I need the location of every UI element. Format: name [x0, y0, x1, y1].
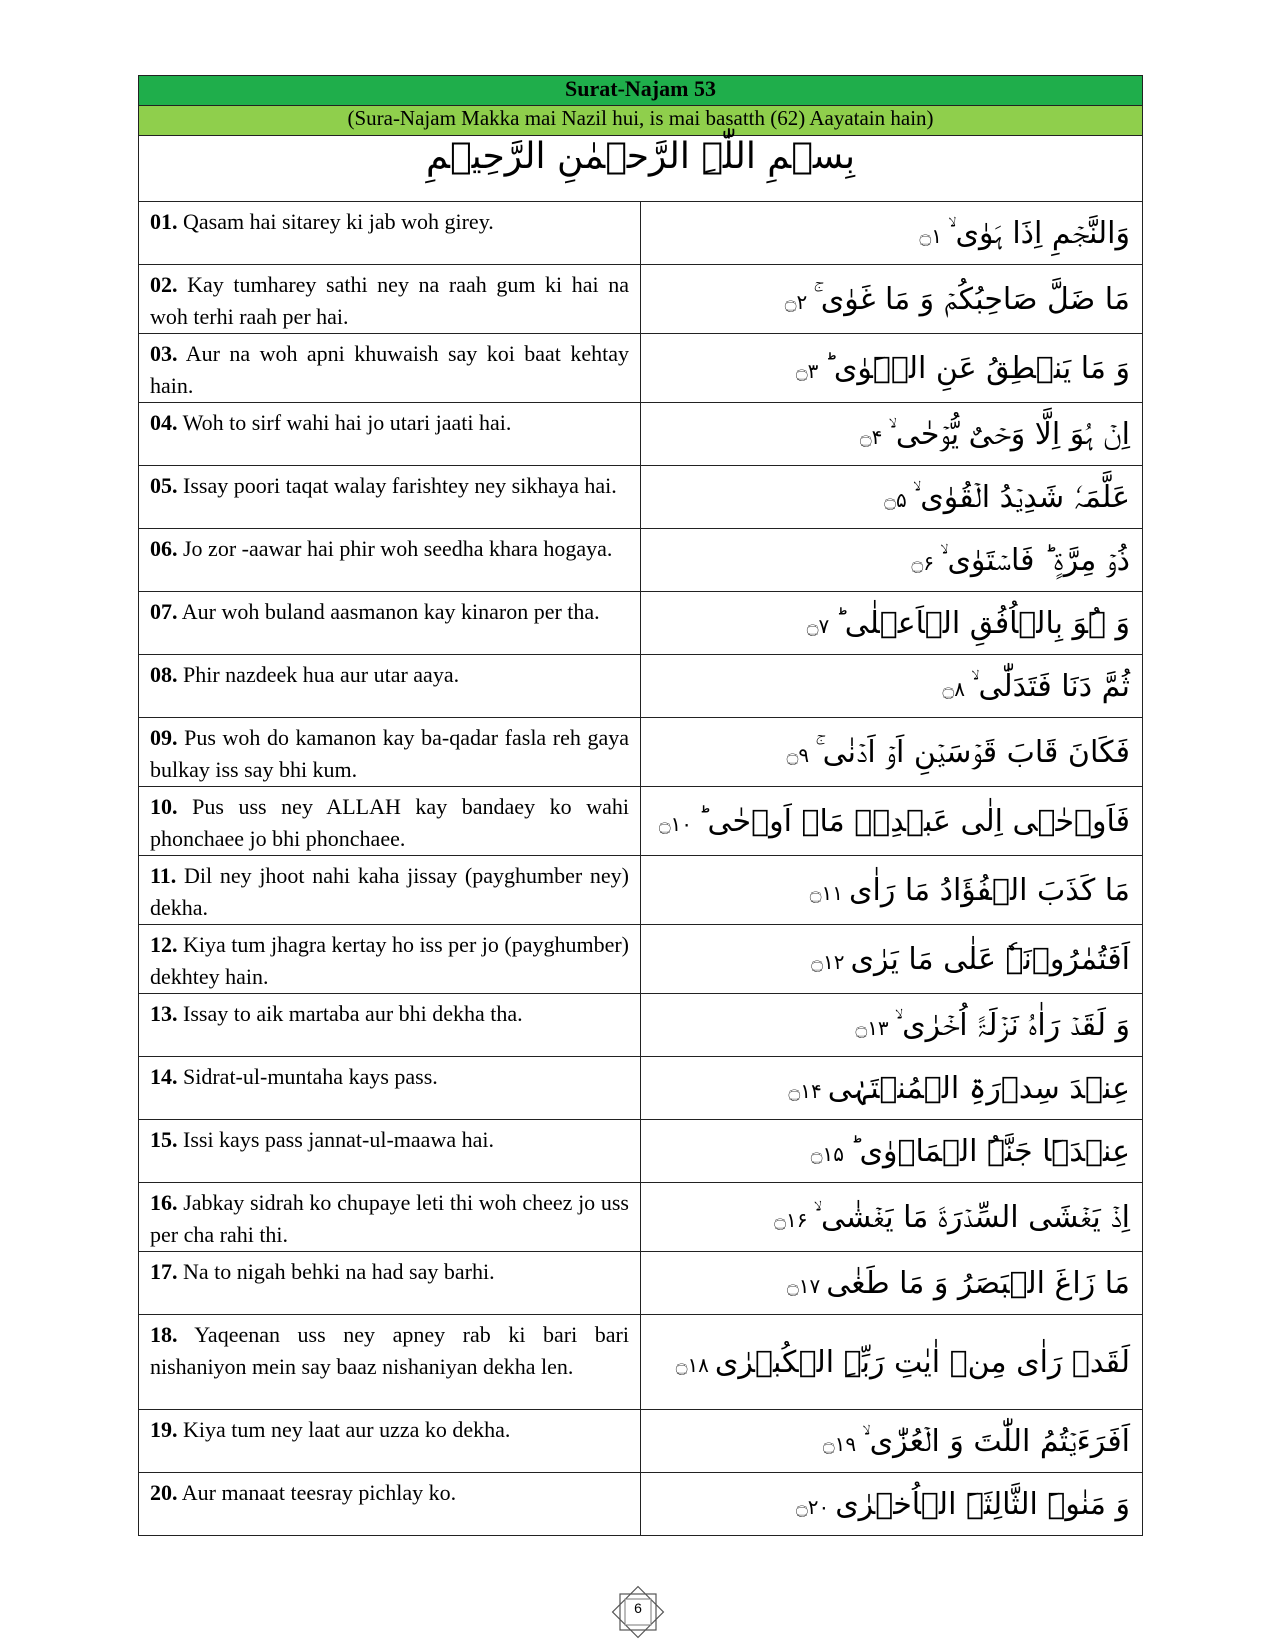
translation-cell — [139, 265, 641, 334]
verse-number: 15. — [150, 1127, 178, 1152]
arabic-cell — [641, 1252, 1143, 1315]
verse-translation: Phir nazdeek hua aur utar aaya. — [183, 662, 460, 687]
translation-cell — [139, 1120, 641, 1183]
verse-number: 10. — [150, 794, 178, 819]
verse-arabic: وَ مَا یَنۡطِقُ عَنِ الۡہَوٰی ؕ — [824, 350, 1130, 386]
translation-cell — [139, 1252, 641, 1315]
translation-cell — [139, 787, 641, 856]
verse-number: 03. — [150, 341, 178, 366]
verse-row — [139, 1183, 1143, 1252]
verse-translation: Kay tumharey sathi ney na raah gum ki hai na woh terhi raah per hai. — [150, 272, 630, 329]
translation-cell — [139, 529, 641, 592]
ayah-marker-icon: ۝۸ — [942, 676, 965, 701]
verse-row — [139, 592, 1143, 655]
translation-cell — [139, 856, 641, 925]
verse-number: 18. — [150, 1322, 178, 1347]
verse-number: 14. — [150, 1064, 178, 1089]
verse-translation: Issay to aik martaba aur bhi dekha tha. — [183, 1001, 523, 1026]
arabic-cell — [641, 994, 1143, 1057]
arabic-cell — [641, 334, 1143, 403]
translation-cell — [139, 1183, 641, 1252]
ayah-marker-icon: ۝۱۴ — [788, 1078, 822, 1103]
ayah-marker-icon: ۝۲۰ — [796, 1494, 830, 1519]
verse-row — [139, 994, 1143, 1057]
ayah-marker-icon: ۝۲ — [784, 289, 808, 314]
arabic-cell — [641, 403, 1143, 466]
arabic-cell — [641, 1120, 1143, 1183]
translation-cell — [139, 202, 641, 265]
verse-row — [139, 1057, 1143, 1120]
verse-row — [139, 655, 1143, 718]
verse-number: 09. — [150, 725, 178, 750]
ayah-marker-icon: ۝۱۲ — [811, 949, 845, 974]
verse-number: 16. — [150, 1190, 178, 1215]
verse-number: 05. — [150, 473, 178, 498]
verse-number: 19. — [150, 1417, 178, 1442]
ayah-marker-icon: ۝۱۳ — [855, 1015, 889, 1040]
arabic-cell — [641, 718, 1143, 787]
ayah-marker-icon: ۝۱ — [919, 223, 942, 248]
verse-row — [139, 202, 1143, 265]
ayah-marker-icon: ۝۱۶ — [774, 1207, 808, 1232]
ayah-marker-icon: ۝۶ — [911, 550, 934, 575]
page — [138, 75, 1143, 1536]
ayah-marker-icon: ۝۱۵ — [810, 1141, 844, 1166]
verse-arabic: اَفَتُمٰرُوۡنَہٗ عَلٰی مَا یَرٰی — [850, 941, 1130, 977]
verse-arabic: ذُوۡ مِرَّۃٍ ؕ فَاسۡتَوٰی ۙ — [939, 542, 1130, 578]
ayah-marker-icon: ۝۱۷ — [787, 1273, 821, 1298]
verse-row — [139, 1315, 1143, 1410]
verse-translation: Qasam hai sitarey ki jab woh girey. — [183, 209, 494, 234]
verse-row — [139, 529, 1143, 592]
ayah-marker-icon: ۝۱۹ — [822, 1431, 857, 1456]
verse-row — [139, 466, 1143, 529]
translation-cell — [139, 994, 641, 1057]
verse-arabic: مَا ضَلَّ صَاحِبُکُمۡ وَ مَا غَوٰی ۚ — [813, 281, 1130, 317]
verse-arabic: اِنۡ ہُوَ اِلَّا وَحۡیٌ یُّوۡحٰی ۙ — [888, 416, 1130, 452]
ayah-marker-icon: ۝۹ — [786, 742, 810, 767]
bismillah: بِسۡمِ اللّٰہِ الرَّحۡمٰنِ الرَّحِیۡمِ — [426, 136, 855, 177]
verse-number: 08. — [150, 662, 178, 687]
verse-arabic: اَفَرَءَیۡتُمُ اللّٰتَ وَ الۡعُزّٰی ۙ — [862, 1423, 1130, 1459]
verse-translation: Issay poori taqat walay farishtey ney sikhaya hai. — [183, 473, 617, 498]
verse-row — [139, 403, 1143, 466]
surah-title: Surat-Najam 53 — [139, 76, 1143, 106]
verse-translation: Dil ney jhoot nahi kaha jissay (payghumber ney) dekha. — [150, 863, 629, 920]
arabic-cell — [641, 265, 1143, 334]
verse-translation: Jabkay sidrah ko chupaye leti thi woh cheez jo uss per cha rahi thi. — [150, 1190, 629, 1247]
surah-subtitle: (Sura-Najam Makka mai Nazil hui, is mai basatth (62) Aayatain hain) — [139, 106, 1143, 136]
arabic-cell — [641, 787, 1143, 856]
arabic-cell — [641, 592, 1143, 655]
verse-row — [139, 1252, 1143, 1315]
verse-row — [139, 856, 1143, 925]
verse-arabic: وَ لَقَدۡ رَاٰہُ نَزۡلَۃً اُخۡرٰی ۙ — [894, 1007, 1130, 1043]
translation-cell — [139, 655, 641, 718]
verse-row — [139, 1473, 1143, 1536]
translation-cell — [139, 592, 641, 655]
translation-cell — [139, 334, 641, 403]
page-number: 6 — [634, 1600, 642, 1616]
verse-row — [139, 1120, 1143, 1183]
verse-arabic: لَقَدۡ رَاٰی مِنۡ اٰیٰتِ رَبِّہِ الۡکُبۡرٰی — [714, 1344, 1130, 1380]
verse-number: 01. — [150, 209, 178, 234]
verse-body — [139, 202, 1143, 1536]
ayah-marker-icon: ۝۵ — [884, 487, 907, 512]
page-number-ornament — [608, 1582, 668, 1642]
arabic-cell — [641, 856, 1143, 925]
verse-translation: Sidrat-ul-muntaha kays pass. — [183, 1064, 438, 1089]
verse-number: 04. — [150, 410, 178, 435]
translation-cell — [139, 1057, 641, 1120]
arabic-cell — [641, 1183, 1143, 1252]
verse-arabic: ثُمَّ دَنَا فَتَدَلّٰی ۙ — [970, 668, 1130, 704]
ayah-marker-icon: ۝۱۸ — [675, 1352, 709, 1377]
verse-number: 17. — [150, 1259, 178, 1284]
verse-translation: Pus uss ney ALLAH kay bandaey ko wahi phonchaee jo bhi phonchaee. — [150, 794, 630, 851]
verse-arabic: وَالنَّجۡمِ اِذَا ہَوٰی ۙ — [947, 215, 1130, 251]
verse-arabic: عِنۡدَ سِدۡرَۃِ الۡمُنۡتَہٰی — [827, 1070, 1130, 1106]
verse-arabic: وَ مَنٰوۃَ الثَّالِثَۃَ الۡاُخۡرٰی — [835, 1486, 1130, 1522]
arabic-cell — [641, 1473, 1143, 1536]
verse-row — [139, 718, 1143, 787]
verse-translation: Aur woh buland aasmanon kay kinaron per tha. — [181, 599, 600, 624]
arabic-cell — [641, 529, 1143, 592]
arabic-cell — [641, 1410, 1143, 1473]
arabic-cell — [641, 655, 1143, 718]
verse-row — [139, 787, 1143, 856]
arabic-cell — [641, 1057, 1143, 1120]
translation-cell — [139, 925, 641, 994]
verse-translation: Pus woh do kamanon kay ba-qadar fasla reh gaya bulkay iss say bhi kum. — [150, 725, 630, 782]
verse-translation: Woh to sirf wahi hai jo utari jaati hai. — [182, 410, 512, 435]
verse-translation: Yaqeenan uss ney apney rab ki bari bari nishaniyon mein say baaz nishaniyan dekha len. — [150, 1322, 629, 1379]
translation-cell — [139, 718, 641, 787]
translation-cell — [139, 466, 641, 529]
verse-number: 07. — [150, 599, 178, 624]
verse-number: 11. — [150, 863, 177, 888]
verse-number: 20. — [150, 1480, 178, 1505]
verse-translation: Kiya tum jhagra kertay ho iss per jo (payghumber) dekhtey hain. — [150, 932, 630, 989]
verse-row — [139, 1410, 1143, 1473]
verse-row — [139, 334, 1143, 403]
verse-translation: Aur manaat teesray pichlay ko. — [181, 1480, 457, 1505]
verse-row — [139, 265, 1143, 334]
verse-table — [138, 75, 1143, 1536]
verse-number: 12. — [150, 932, 178, 957]
ayah-marker-icon: ۝۱۱ — [809, 880, 843, 905]
verse-row — [139, 925, 1143, 994]
verse-arabic: مَا کَذَبَ الۡفُؤَادُ مَا رَاٰی — [849, 872, 1130, 908]
verse-translation: Issi kays pass jannat-ul-maawa hai. — [183, 1127, 494, 1152]
verse-arabic: عَلَّمَہٗ شَدِیۡدُ الۡقُوٰی ۙ — [912, 479, 1130, 515]
verse-arabic: فَاَوۡحٰۤی اِلٰی عَبۡدِہٖ مَاۤ اَوۡحٰی ؕ — [698, 803, 1130, 839]
ayah-marker-icon: ۝۷ — [806, 613, 830, 638]
translation-cell — [139, 403, 641, 466]
arabic-cell — [641, 466, 1143, 529]
verse-translation: Na to nigah behki na had say barhi. — [183, 1259, 495, 1284]
verse-translation: Aur na woh apni khuwaish say koi baat kehtay hain. — [150, 341, 629, 398]
translation-cell — [139, 1315, 641, 1410]
verse-number: 02. — [150, 272, 178, 297]
verse-arabic: وَ ہُوَ بِالۡاُفُقِ الۡاَعۡلٰی ؕ — [835, 605, 1130, 641]
ayah-marker-icon: ۝۳ — [795, 358, 819, 383]
verse-translation: Kiya tum ney laat aur uzza ko dekha. — [183, 1417, 511, 1442]
verse-arabic: اِذۡ یَغۡشَی السِّدۡرَۃَ مَا یَغۡشٰی ۙ — [813, 1199, 1130, 1235]
translation-cell — [139, 1410, 641, 1473]
arabic-cell — [641, 925, 1143, 994]
verse-arabic: عِنۡدَہَا جَنَّۃُ الۡمَاۡوٰی ؕ — [850, 1133, 1130, 1169]
verse-arabic: فَکَانَ قَابَ قَوۡسَیۡنِ اَوۡ اَدۡنٰی ۚ — [815, 734, 1130, 770]
arabic-cell — [641, 202, 1143, 265]
bismillah-cell — [139, 136, 1143, 202]
arabic-cell — [641, 1315, 1143, 1410]
verse-arabic: مَا زَاغَ الۡبَصَرُ وَ مَا طَغٰی — [826, 1265, 1130, 1301]
ayah-marker-icon: ۝۴ — [859, 424, 883, 449]
verse-number: 06. — [150, 536, 178, 561]
verse-translation: Jo zor -aawar hai phir woh seedha khara hogaya. — [183, 536, 613, 561]
translation-cell — [139, 1473, 641, 1536]
verse-number: 13. — [150, 1001, 178, 1026]
ayah-marker-icon: ۝۱۰ — [658, 811, 693, 836]
